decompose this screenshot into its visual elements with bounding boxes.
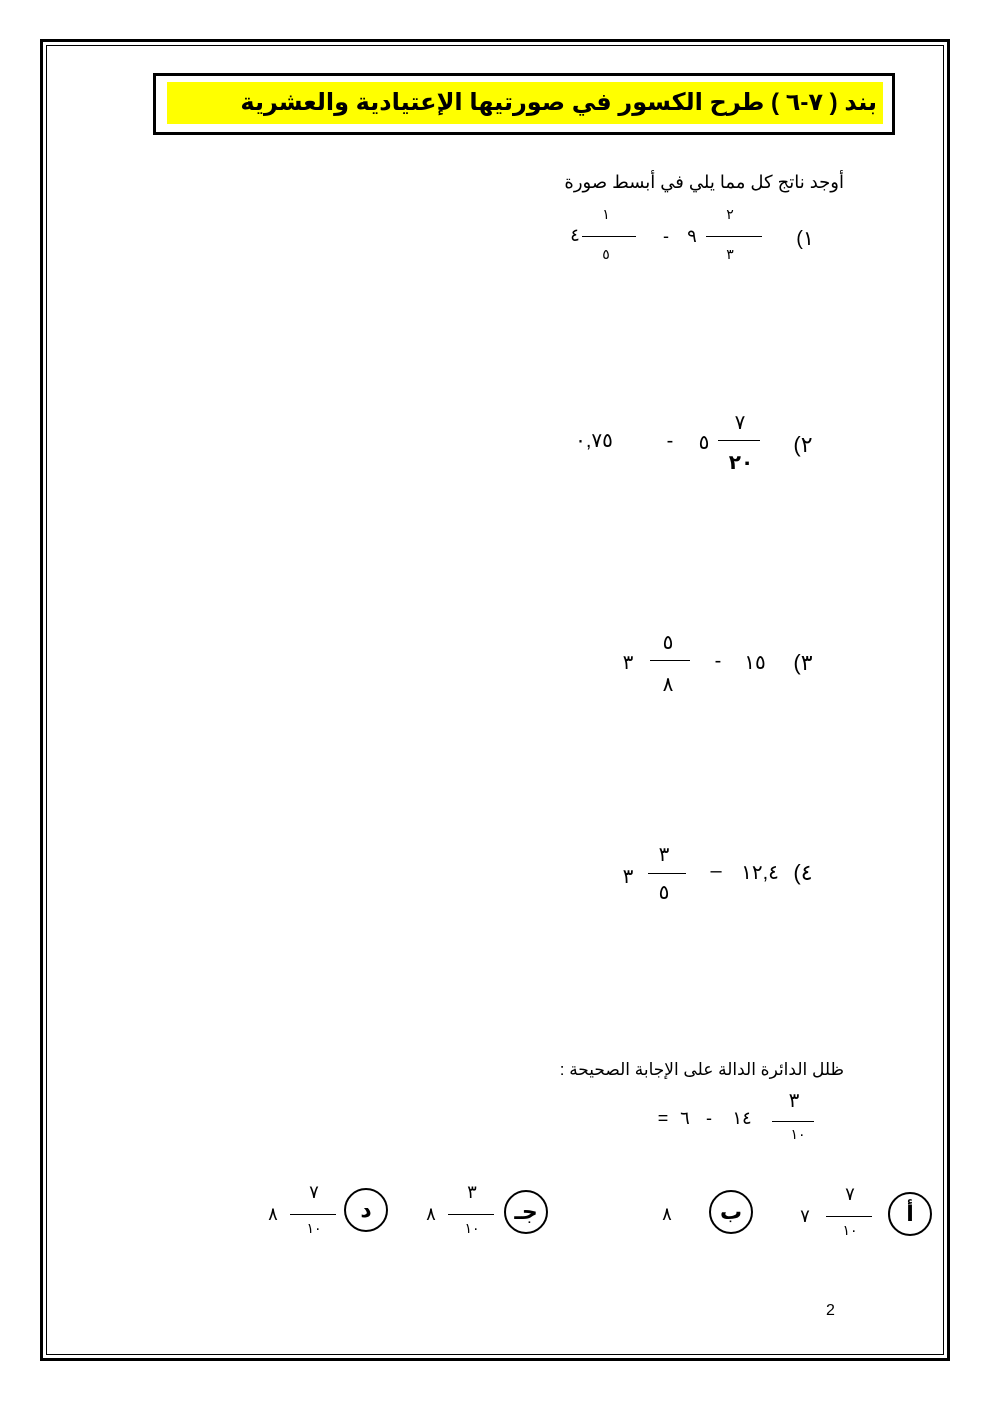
numerator: ٧ (309, 1182, 319, 1202)
denominator: ١٠ (842, 1222, 858, 1238)
minus-sign: - (714, 650, 722, 672)
equals-sign: = (657, 1108, 669, 1128)
numerator: ٥ (662, 632, 674, 654)
numerator: ٣ (788, 1090, 800, 1112)
first-number: ١٢,٤ (741, 862, 779, 884)
decimal-number: ٠,٧٥ (575, 430, 613, 452)
page-title: بند ( ٧-٦ ) طرح الكسور في صورتيها الإعتيادية والعشرية (240, 89, 877, 116)
numerator: ٧ (845, 1184, 855, 1204)
mcq-instruction: ظلل الدائرة الدالة على الإجابة الصحيحة : (559, 1060, 844, 1079)
numerator: ٣ (658, 844, 670, 866)
fraction-bar (650, 660, 690, 661)
minus-sign: - (666, 430, 674, 452)
fraction-bar (290, 1214, 336, 1215)
numerator: ٧ (734, 412, 746, 434)
fraction-bar (648, 873, 686, 874)
whole-number: ١٤ (732, 1108, 752, 1128)
option-circle-d[interactable]: د (344, 1188, 388, 1232)
problem-label: ٤) (793, 860, 813, 885)
numerator: ٢ (726, 206, 734, 222)
denominator: ١٠ (464, 1220, 480, 1236)
whole-number: ٥ (698, 432, 710, 454)
denominator: ٣ (726, 246, 734, 262)
minus-sign: - (706, 1108, 712, 1128)
first-number: ١٥ (744, 652, 766, 674)
denominator: ٥ (602, 246, 610, 262)
problem-label: ٣) (793, 650, 813, 675)
whole-number: ٤ (570, 225, 580, 245)
whole-number: ٣ (622, 866, 634, 888)
minus-sign: - (663, 226, 669, 246)
numerator: ٣ (467, 1182, 477, 1202)
whole-number: ٩ (687, 226, 697, 246)
denominator: ٨ (662, 674, 674, 696)
option-circle-c[interactable]: جـ (504, 1190, 548, 1234)
subtrahend: ٦ (680, 1108, 690, 1128)
whole-number: ٨ (268, 1204, 278, 1224)
whole-number: ٧ (800, 1206, 810, 1226)
whole-number: ٨ (426, 1204, 436, 1224)
problem-label: ١) (796, 228, 814, 250)
numerator: ١ (602, 206, 610, 222)
fraction-bar (448, 1214, 494, 1215)
instruction-text: أوجد ناتج كل مما يلي في أبسط صورة (564, 172, 844, 192)
fraction-bar (826, 1216, 872, 1217)
option-circle-a[interactable]: أ (888, 1192, 932, 1236)
page-number: 2 (826, 1302, 835, 1319)
denominator: ١٠ (306, 1220, 322, 1236)
problem-label: ٢) (793, 432, 813, 457)
whole-number: ٨ (662, 1204, 672, 1224)
fraction-bar (582, 236, 636, 237)
option-circle-b[interactable]: ب (709, 1190, 753, 1234)
fraction-bar (718, 440, 760, 441)
denominator: ١٠ (790, 1126, 806, 1142)
whole-number: ٣ (622, 652, 634, 674)
fraction-bar (772, 1121, 814, 1122)
fraction-bar (706, 236, 762, 237)
denominator: ٢٠ (728, 452, 754, 474)
denominator: ٥ (658, 882, 670, 904)
minus-sign: – (710, 860, 722, 882)
